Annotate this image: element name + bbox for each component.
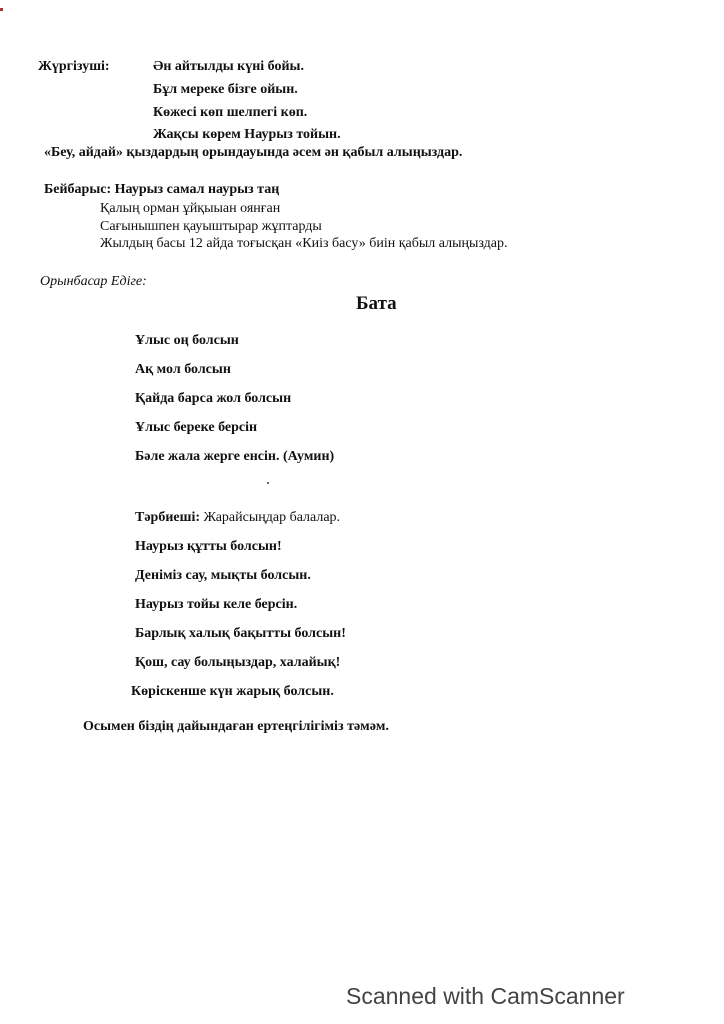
speaker-label: Бейбарыс:: [44, 182, 112, 197]
poem-line: Жылдың басы 12 айда тоғысқан «Киіз басу» биін қабыл алыңыздар.: [100, 236, 508, 251]
poem-line: Бұл мереке бізге ойын.: [153, 82, 298, 97]
poem-line: Көріскенше күн жарық болсын.: [131, 684, 334, 699]
blessing-line: Ұлыс оң болсын: [135, 333, 239, 348]
closing-line: Осымен біздің дайындаған ертеңгілігіміз тәмәм.: [83, 719, 389, 734]
blessing-line: Ұлыс береке берсін: [135, 420, 258, 435]
poem-line: Көжесі көп шелпегі көп.: [153, 105, 308, 120]
poem-line: Наурыз самал наурыз таң: [114, 182, 280, 197]
poem-line: Қош, сау болыңыздар, халайық!: [135, 655, 341, 670]
blessing-line: Бәле жала жерге енсін. (Аумин): [135, 449, 335, 464]
camscanner-watermark: Scanned with CamScanner: [346, 983, 625, 1009]
speaker-zhurgizushi: Жүргізуші:: [38, 59, 110, 74]
speaker-beibarys: [44, 182, 279, 198]
speaker-edige: Орынбасар Едіге:: [40, 274, 147, 289]
poem-line: Деніміз сау, мықты болсын.: [135, 568, 311, 583]
stage-note: «Беу, айдай» қыздардың орындауында әсем ән қабыл алыңыздар.: [44, 145, 463, 160]
poem-line: Наурыз тойы келе берсін.: [135, 597, 298, 612]
poem-line: Барлық халық бақытты болсын!: [135, 626, 346, 641]
poem-line: Сағынышпен қауыштырар жұптарды: [100, 219, 322, 234]
stray-dot: [267, 482, 269, 484]
speaker-label: Тәрбиеші:: [135, 510, 200, 525]
section-title-bata: Бата: [356, 293, 397, 314]
poem-line: Қалың орман ұйқыыан оянған: [100, 201, 281, 216]
blessing-line: Ақ мол болсын: [135, 362, 231, 377]
blessing-line: Қайда барса жол болсын: [135, 391, 292, 406]
poem-line: Жақсы көрем Наурыз тойын.: [153, 127, 341, 142]
poem-line: Ән айтылды күні бойы.: [153, 59, 304, 74]
poem-line: Наурыз құтты болсын!: [135, 539, 282, 554]
scan-edge-mark: [0, 8, 3, 11]
speaker-tarbieshi: [135, 510, 340, 526]
poem-line: Жарайсыңдар балалар.: [203, 510, 341, 525]
